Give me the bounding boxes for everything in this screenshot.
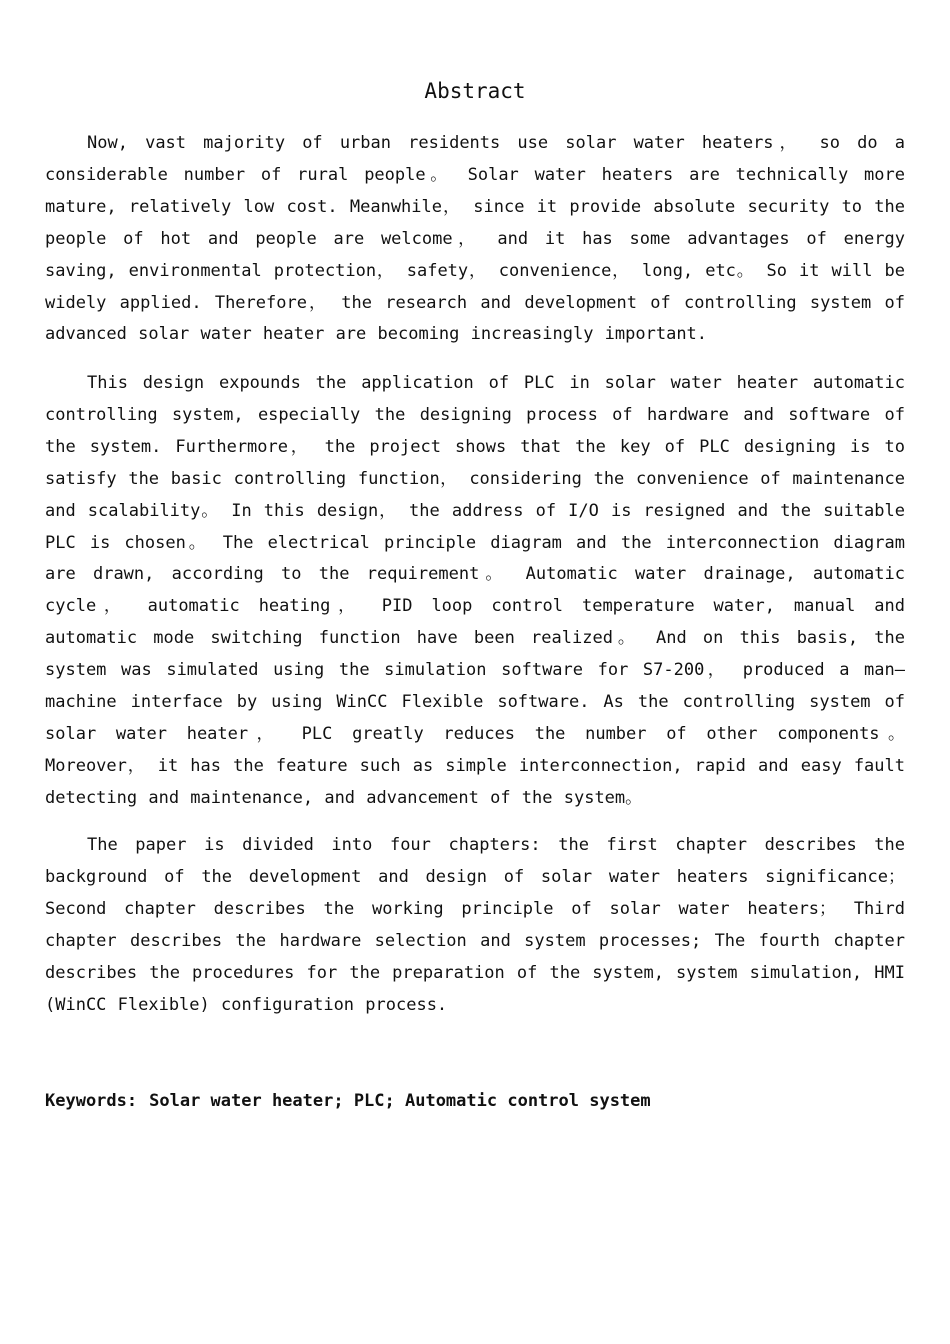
abstract-paragraph-3: The paper is divided into four chapters: the first chapter describes the background of the development and design of solar water heaters significance； Second chapter describes the working principle of solar water heaters； Third chapter describes the hardware selection and system processes; The fourth chapter describes the procedures for the preparation of the system, system simulation, HMI (WinCC Flexible) configuration process. [45, 835, 905, 1015]
keywords-line [45, 1086, 905, 1116]
keywords-text: Solar water heater; PLC; Automatic control system [149, 1091, 651, 1111]
abstract-title: Abstract [424, 79, 526, 103]
keywords-label: Keywords: [45, 1091, 138, 1111]
abstract-paragraph-2: This design expounds the application of PLC in solar water heater automatic controlling system, especially the designing process of hardware and software of the system. Furthermore， the project shows that the key of PLC designing is to satisfy the basic controlling function， considering the convenience of maintenance and scalability。 In this design， the address of I/O is resigned and the suitable PLC is chosen。 The electrical principle diagram and the interconnection diagram are drawn, according to the requirement。 Automatic water drainage, automatic cycle， automatic heating， PID loop control temperature water, manual and automatic mode switching function have been realized。 And on this basis, the system was simulated using the simulation software for S7-200， produced a man—machine interface by using WinCC Flexible software. As the controlling system of solar water heater， PLC greatly reduces the number of other components。 Moreover， it has the feature such as simple interconnection, rapid and easy fault detecting and maintenance, and advancement of the system。 [45, 373, 905, 808]
abstract-paragraph-1: Now, vast majority of urban residents use solar water heaters， so do a considerable number of rural people。 Solar water heaters are technically more mature, relatively low cost. Meanwhile， since it provide absolute security to the people of hot and people are welcome， and it has some advantages of energy saving, environmental protection， safety， convenience， long, etc。 So it will be widely applied. Therefore， the research and development of controlling system of advanced solar water heater are becoming increasingly important. [45, 133, 905, 345]
